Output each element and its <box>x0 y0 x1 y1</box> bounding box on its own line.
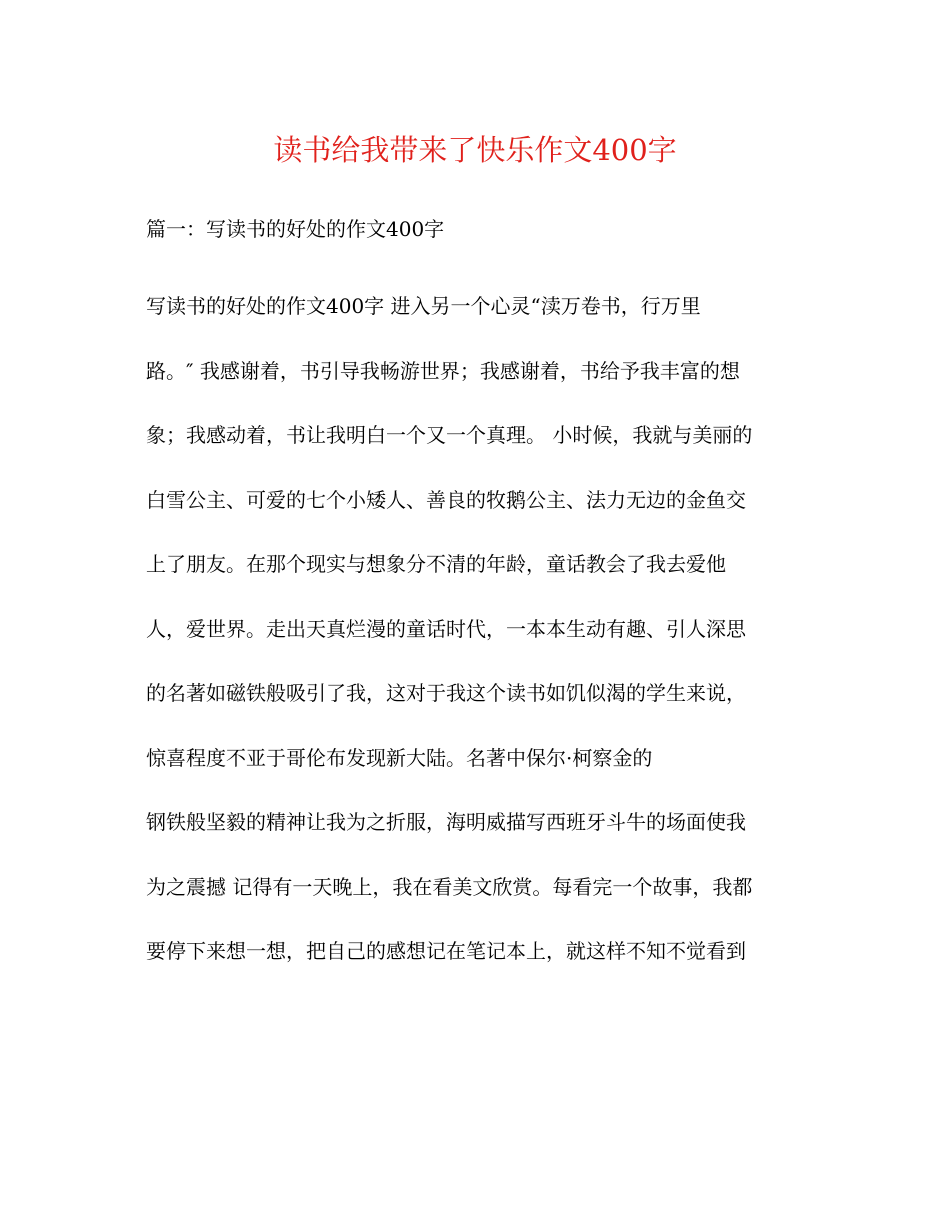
body-line: 上了朋友。在那个现实与想象分不清的年龄，童话教会了我去爱他 <box>146 552 726 576</box>
body-line: 人，爱世界。走出天真烂漫的童话时代，一本本生动有趣、引人深思 <box>146 616 746 641</box>
body-text <box>146 288 816 998</box>
body-line: 路。″ 我感谢着，书引导我畅游世界；我感谢着，书给予我丰富的想 <box>146 358 740 383</box>
body-line: 惊喜程度不亚于哥伦布发现新大陆。名著中保尔·柯察金的 <box>146 745 653 770</box>
body-line: 钢铁般坚毅的精神让我为之折服，海明威描写西班牙斗牛的场面使我 <box>146 810 746 834</box>
body-line: 白雪公主、可爱的七个小矮人、善良的牧鹅公主、法力无边的金鱼交 <box>146 487 746 512</box>
body-line: 为之震撼 记得有一天晚上，我在看美文欣赏。每看完一个故事，我都 <box>146 874 753 899</box>
body-line: 写读书的好处的作文400字 进入另一个心灵“渎万卷书，行万里 <box>146 294 701 318</box>
document-title: 读书给我带来了快乐作文400字 <box>273 133 677 167</box>
section-heading: 篇一：写读书的好处的作文400字 <box>146 217 445 241</box>
body-line: 要停下来想一想，把自己的感想记在笔记本上，就这样不知不觉看到 <box>146 939 746 963</box>
body-line: 的名著如磁铁般吸引了我，这对于我这个读书如饥似渴的学生来说， <box>146 681 746 705</box>
body-line: 象；我感动着，书让我明白一个又一个真理。 小时候，我就与美丽的 <box>146 423 753 447</box>
